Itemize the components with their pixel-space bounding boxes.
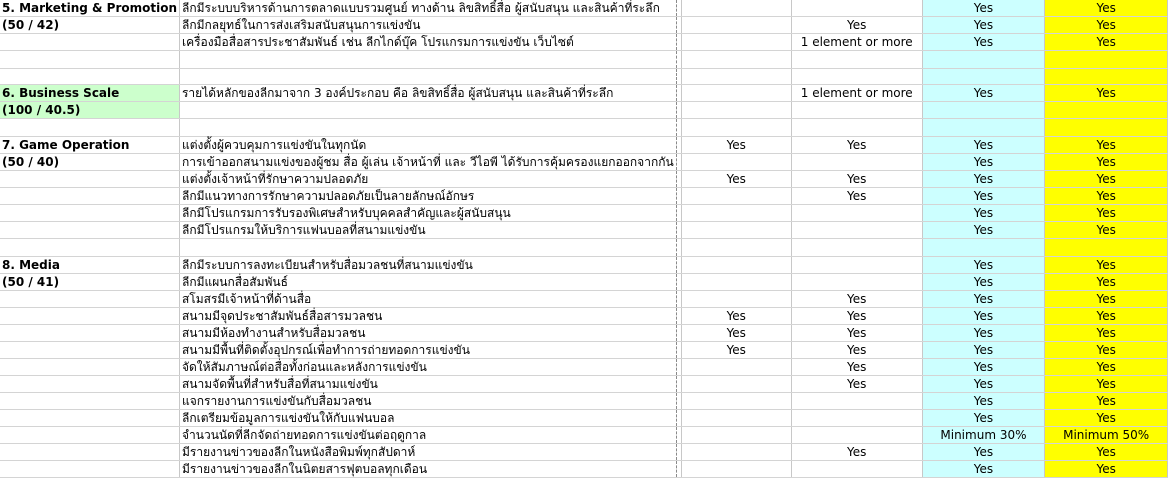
value-cell-yellow[interactable]: Yes — [1045, 85, 1168, 102]
table-row — [0, 239, 1168, 257]
value-cell[interactable] — [681, 444, 791, 461]
value-cell-cyan[interactable]: Yes — [922, 154, 1045, 171]
value-cell[interactable]: Yes — [791, 359, 922, 376]
value-cell[interactable] — [791, 427, 922, 444]
value-cell-yellow[interactable]: Yes — [1045, 325, 1168, 342]
value-cell[interactable] — [791, 154, 922, 171]
value-cell[interactable]: Yes — [791, 376, 922, 393]
table-row — [0, 154, 1168, 171]
value-cell[interactable] — [681, 359, 791, 376]
value-cell-cyan[interactable]: Yes — [922, 359, 1045, 376]
value-cell[interactable] — [681, 239, 791, 257]
value-cell[interactable] — [681, 222, 791, 239]
value-cell-yellow[interactable]: Yes — [1045, 274, 1168, 291]
criterion-cell[interactable]: ลีกมีโปรแกรมการรับรองพิเศษสำหรับบุคคลสำคัญและผู้สนับสนุน — [179, 205, 676, 222]
criterion-cell[interactable]: จัดให้สัมภาษณ์ต่อสื่อทั้งก่อนและหลังการแข่งขัน — [179, 359, 676, 376]
value-cell-yellow[interactable]: Yes — [1045, 222, 1168, 239]
value-cell[interactable]: Yes — [681, 137, 791, 154]
value-cell-yellow[interactable]: Yes — [1045, 171, 1168, 188]
value-cell-cyan[interactable]: Yes — [922, 85, 1045, 102]
value-cell[interactable] — [791, 205, 922, 222]
value-cell[interactable]: Yes — [791, 325, 922, 342]
value-cell[interactable]: Yes — [791, 137, 922, 154]
value-cell[interactable] — [791, 0, 922, 17]
value-cell-yellow[interactable] — [1045, 102, 1168, 119]
value-cell[interactable] — [681, 188, 791, 205]
criterion-cell[interactable]: สนามมีห้องทำงานสำหรับสื่อมวลชน — [179, 325, 676, 342]
category-cell[interactable] — [0, 376, 179, 393]
value-cell[interactable]: Yes — [791, 342, 922, 359]
criterion-cell[interactable]: สนามจัดพื้นที่สำหรับสื่อที่สนามแข่งขัน — [179, 376, 676, 393]
criterion-cell[interactable]: ลีกเตรียมข้อมูลการแข่งขันให้กับแฟนบอล — [179, 410, 676, 427]
value-cell-cyan[interactable]: Yes — [922, 0, 1045, 17]
table-row — [0, 51, 1168, 69]
value-cell-cyan[interactable]: Yes — [922, 171, 1045, 188]
value-cell[interactable] — [681, 291, 791, 308]
value-cell-cyan[interactable] — [922, 51, 1045, 69]
criterion-cell[interactable] — [179, 69, 676, 85]
category-cell[interactable]: 7. Game Operation — [0, 137, 179, 154]
table-row — [0, 137, 1168, 154]
value-cell[interactable] — [791, 119, 922, 137]
table-row — [0, 34, 1168, 51]
value-cell-cyan[interactable]: Yes — [922, 274, 1045, 291]
value-cell[interactable] — [681, 257, 791, 274]
category-cell[interactable] — [0, 359, 179, 376]
value-cell-cyan[interactable]: Yes — [922, 17, 1045, 34]
category-cell[interactable] — [0, 444, 179, 461]
category-cell[interactable] — [0, 325, 179, 342]
criterion-cell[interactable]: สโมสรมีเจ้าหน้าที่ด้านสื่อ — [179, 291, 676, 308]
table-row — [0, 393, 1168, 410]
value-cell-yellow[interactable]: Yes — [1045, 34, 1168, 51]
value-cell[interactable] — [791, 102, 922, 119]
value-cell-cyan[interactable]: Yes — [922, 325, 1045, 342]
table-row — [0, 171, 1168, 188]
value-cell-cyan[interactable]: Yes — [922, 461, 1045, 478]
table-row — [0, 461, 1168, 478]
value-cell[interactable]: Yes — [791, 17, 922, 34]
category-cell[interactable] — [0, 188, 179, 205]
category-cell[interactable] — [0, 308, 179, 325]
category-cell[interactable] — [0, 239, 179, 257]
table-row — [0, 188, 1168, 205]
value-cell-cyan[interactable]: Yes — [922, 410, 1045, 427]
value-cell[interactable] — [681, 393, 791, 410]
value-cell[interactable] — [681, 34, 791, 51]
criterion-cell[interactable]: รายได้หลักของลีกมาจาก 3 องค์ประกอบ คือ ลิขสิทธิ์สื่อ ผู้สนับสนุน และสินค้าที่ระลึก — [179, 85, 676, 102]
value-cell-yellow[interactable]: Yes — [1045, 393, 1168, 410]
criterion-cell[interactable] — [179, 239, 676, 257]
table-row — [0, 222, 1168, 239]
category-cell[interactable] — [0, 461, 179, 478]
value-cell-yellow[interactable]: Yes — [1045, 461, 1168, 478]
table-row — [0, 102, 1168, 119]
category-cell[interactable]: (50 / 42) — [0, 17, 179, 34]
table-row — [0, 119, 1168, 137]
category-cell[interactable] — [0, 410, 179, 427]
value-cell[interactable] — [791, 393, 922, 410]
value-cell-yellow[interactable]: Yes — [1045, 205, 1168, 222]
value-cell[interactable] — [791, 461, 922, 478]
table-row — [0, 17, 1168, 34]
value-cell[interactable]: 1 element or more — [791, 34, 922, 51]
table-row — [0, 342, 1168, 359]
value-cell-cyan[interactable] — [922, 102, 1045, 119]
value-cell-yellow[interactable]: Yes — [1045, 188, 1168, 205]
value-cell-yellow[interactable]: Yes — [1045, 308, 1168, 325]
value-cell[interactable]: Yes — [681, 342, 791, 359]
value-cell-cyan[interactable]: Yes — [922, 205, 1045, 222]
value-cell[interactable]: Yes — [791, 171, 922, 188]
value-cell[interactable] — [681, 427, 791, 444]
category-cell[interactable] — [0, 171, 179, 188]
value-cell[interactable] — [681, 17, 791, 34]
value-cell-cyan[interactable]: Yes — [922, 291, 1045, 308]
category-cell[interactable]: 5. Marketing & Promotion — [0, 0, 179, 17]
criterion-cell[interactable]: สนามมีพื้นที่ติดตั้งอุปกรณ์เพื่อทำการถ่ายทอดการแข่งขัน — [179, 342, 676, 359]
value-cell[interactable] — [681, 410, 791, 427]
value-cell[interactable] — [681, 119, 791, 137]
category-cell[interactable]: 8. Media — [0, 257, 179, 274]
table-row — [0, 325, 1168, 342]
value-cell[interactable] — [681, 461, 791, 478]
category-cell[interactable]: (50 / 41) — [0, 274, 179, 291]
criterion-cell[interactable]: เครื่องมือสื่อสารประชาสัมพันธ์ เช่น ลีกไกด์บุ๊ค โปรแกรมการแข่งขัน เว็บไซต์ — [179, 34, 676, 51]
table-row — [0, 85, 1168, 102]
table-row — [0, 205, 1168, 222]
value-cell[interactable] — [681, 376, 791, 393]
value-cell-yellow[interactable]: Yes — [1045, 137, 1168, 154]
value-cell-cyan[interactable]: Yes — [922, 137, 1045, 154]
criterion-cell[interactable]: ลีกมีแนวทางการรักษาความปลอดภัยเป็นลายลักษณ์อักษร — [179, 188, 676, 205]
category-cell[interactable] — [0, 291, 179, 308]
value-cell-yellow[interactable]: Yes — [1045, 376, 1168, 393]
table-row — [0, 410, 1168, 427]
value-cell[interactable] — [681, 274, 791, 291]
criterion-cell[interactable]: ลีกมีแผนกสื่อสัมพันธ์ — [179, 274, 676, 291]
value-cell[interactable]: Yes — [681, 308, 791, 325]
value-cell[interactable] — [791, 410, 922, 427]
value-cell-yellow[interactable] — [1045, 119, 1168, 137]
value-cell[interactable]: Yes — [681, 325, 791, 342]
value-cell[interactable] — [681, 51, 791, 69]
value-cell-cyan[interactable] — [922, 119, 1045, 137]
value-cell[interactable] — [681, 102, 791, 119]
value-cell-cyan[interactable]: Yes — [922, 376, 1045, 393]
value-cell-cyan[interactable]: Yes — [922, 308, 1045, 325]
criterion-cell[interactable] — [179, 51, 676, 69]
table-row — [0, 444, 1168, 461]
table-row — [0, 376, 1168, 393]
category-cell[interactable] — [0, 51, 179, 69]
table-row — [0, 274, 1168, 291]
value-cell[interactable]: Yes — [681, 171, 791, 188]
value-cell-cyan[interactable]: Minimum 30% — [922, 427, 1045, 444]
value-cell-yellow[interactable]: Yes — [1045, 444, 1168, 461]
category-cell[interactable] — [0, 393, 179, 410]
value-cell-cyan[interactable]: Yes — [922, 222, 1045, 239]
value-cell[interactable] — [791, 239, 922, 257]
value-cell[interactable] — [791, 69, 922, 85]
value-cell[interactable]: Yes — [791, 188, 922, 205]
table-row — [0, 427, 1168, 444]
value-cell[interactable]: Yes — [791, 444, 922, 461]
value-cell-yellow[interactable] — [1045, 69, 1168, 85]
criterion-cell[interactable]: ลีกมีกลยุทธ์ในการส่งเสริมสนับสนุนการแข่งขัน — [179, 17, 676, 34]
category-cell[interactable] — [0, 205, 179, 222]
value-cell[interactable] — [791, 51, 922, 69]
value-cell-yellow[interactable] — [1045, 51, 1168, 69]
table-row — [0, 291, 1168, 308]
value-cell[interactable] — [681, 69, 791, 85]
criterion-cell[interactable]: มีรายงานข่าวของลีกในหนังสือพิมพ์ทุกสัปดาห์ — [179, 444, 676, 461]
value-cell-cyan[interactable]: Yes — [922, 342, 1045, 359]
value-cell[interactable] — [681, 154, 791, 171]
criterion-cell[interactable]: จำนวนนัดที่ลีกจัดถ่ายทอดการแข่งขันต่อฤดูกาล — [179, 427, 676, 444]
value-cell-cyan[interactable]: Yes — [922, 188, 1045, 205]
category-cell[interactable] — [0, 222, 179, 239]
value-cell-cyan[interactable]: Yes — [922, 444, 1045, 461]
value-cell-yellow[interactable]: Yes — [1045, 154, 1168, 171]
table-row — [0, 257, 1168, 274]
table-row — [0, 0, 1168, 17]
value-cell-cyan[interactable]: Yes — [922, 393, 1045, 410]
table-row — [0, 359, 1168, 376]
criterion-cell[interactable]: ลีกมีโปรแกรมให้บริการแฟนบอลที่สนามแข่งขัน — [179, 222, 676, 239]
value-cell-yellow[interactable]: Yes — [1045, 342, 1168, 359]
category-cell[interactable] — [0, 69, 179, 85]
value-cell-yellow[interactable]: Yes — [1045, 359, 1168, 376]
value-cell[interactable]: 1 element or more — [791, 85, 922, 102]
table-row — [0, 69, 1168, 85]
value-cell-yellow[interactable]: Yes — [1045, 410, 1168, 427]
value-cell-yellow[interactable]: Yes — [1045, 257, 1168, 274]
value-cell[interactable] — [791, 257, 922, 274]
criterion-cell[interactable]: ลีกมีระบบการลงทะเบียนสำหรับสื่อมวลชนที่สนามแข่งขัน — [179, 257, 676, 274]
criterion-cell[interactable] — [179, 102, 676, 119]
criterion-cell[interactable]: สนามมีจุดประชาสัมพันธ์สื่อสารมวลชน — [179, 308, 676, 325]
criterion-cell[interactable]: แจกรายงานการแข่งขันกับสื่อมวลชน — [179, 393, 676, 410]
criterion-cell[interactable]: แต่งตั้งผู้ควบคุมการแข่งขันในทุกนัด — [179, 137, 676, 154]
value-cell[interactable] — [791, 222, 922, 239]
category-cell[interactable]: (100 / 40.5) — [0, 102, 179, 119]
table-row — [0, 308, 1168, 325]
criterion-cell[interactable]: ลีกมีระบบบริหารด้านการตลาดแบบรวมศูนย์ ทางด้าน ลิขสิทธิ์สื่อ ผู้สนับสนุน และสินค้าที่ระลึก — [179, 0, 676, 17]
value-cell-yellow[interactable]: Yes — [1045, 0, 1168, 17]
category-cell[interactable] — [0, 34, 179, 51]
category-cell[interactable] — [0, 119, 179, 137]
criterion-cell[interactable]: มีรายงานข่าวของลีกในนิตยสารฟุตบอลทุกเดือน — [179, 461, 676, 478]
value-cell-cyan[interactable] — [922, 69, 1045, 85]
value-cell[interactable] — [681, 0, 791, 17]
category-cell[interactable] — [0, 342, 179, 359]
criterion-cell[interactable]: แต่งตั้งเจ้าหน้าที่รักษาความปลอดภัย — [179, 171, 676, 188]
category-cell[interactable]: (50 / 40) — [0, 154, 179, 171]
criterion-cell[interactable]: การเข้าออกสนามแข่งของผู้ชม สื่อ ผู้เล่น เจ้าหน้าที่ และ วีไอพี ได้รับการคุ้มครองแยกออกจากกัน — [179, 154, 676, 171]
value-cell-cyan[interactable]: Yes — [922, 257, 1045, 274]
value-cell[interactable] — [681, 85, 791, 102]
value-cell[interactable]: Yes — [791, 308, 922, 325]
value-cell[interactable]: Yes — [791, 291, 922, 308]
criterion-cell[interactable] — [179, 119, 676, 137]
value-cell-yellow[interactable]: Yes — [1045, 17, 1168, 34]
value-cell-cyan[interactable] — [922, 239, 1045, 257]
value-cell-yellow[interactable] — [1045, 239, 1168, 257]
category-cell[interactable] — [0, 427, 179, 444]
value-cell[interactable] — [791, 274, 922, 291]
value-cell-cyan[interactable]: Yes — [922, 34, 1045, 51]
value-cell-yellow[interactable]: Minimum 50% — [1045, 427, 1168, 444]
value-cell-yellow[interactable]: Yes — [1045, 291, 1168, 308]
category-cell[interactable]: 6. Business Scale — [0, 85, 179, 102]
value-cell[interactable] — [681, 205, 791, 222]
